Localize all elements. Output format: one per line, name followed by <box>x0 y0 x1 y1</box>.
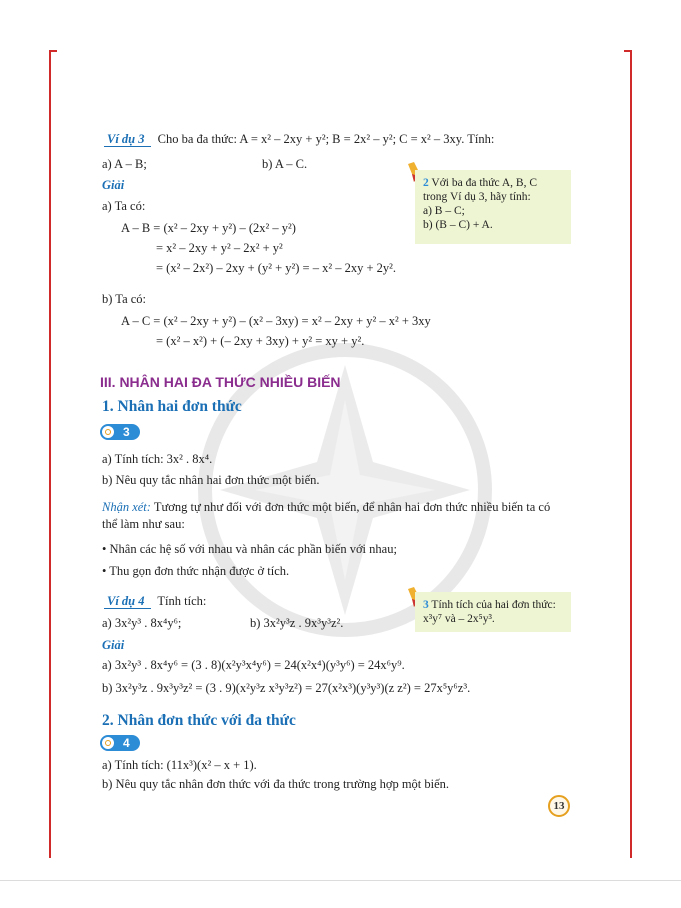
sub1-item-b: b) Nêu quy tắc nhân hai đơn thức một biến. <box>102 473 320 487</box>
example3-a-line1: A – B = (x² – 2xy + y²) – (2x² – y²) <box>121 221 296 235</box>
example3-b-line2: = (x² – x²) + (– 2xy + 3xy) + y² = xy + y². <box>156 334 365 348</box>
example3-part-a: a) A – B; <box>102 157 147 171</box>
activity-rings-icon-2 <box>100 735 116 751</box>
example4-part-b: b) 3x²y³z . 9x³y³z². <box>250 616 344 630</box>
remark-label: Nhận xét: <box>102 500 151 514</box>
sub1-item-a: a) Tính tích: 3x² . 8x⁴. <box>102 452 213 466</box>
sub1-bullet1: • Nhân các hệ số với nhau và nhân các phần biến với nhau; <box>102 542 397 556</box>
example4-part-a: a) 3x²y³ . 8x⁴y⁶; <box>102 616 182 630</box>
example4-label: Ví dụ 4 <box>104 594 151 609</box>
practice3-number: 3 <box>423 599 429 611</box>
sub1-remark-line2: thể làm như sau: <box>102 517 185 531</box>
practice-box-3 <box>415 592 571 632</box>
practice2-line4: b) (B – C) + A. <box>423 219 493 231</box>
example3-b-heading: b) Ta có: <box>102 292 147 306</box>
page-bottom-rule <box>0 880 681 881</box>
example3-a-heading: a) Ta có: <box>102 199 146 213</box>
crop-mark-right-vertical <box>630 50 632 858</box>
activity-badge-3 <box>102 424 140 440</box>
example3-part-b: b) A – C. <box>262 157 308 171</box>
activity-badge-4 <box>102 735 140 751</box>
subsection-1-title: 1. Nhân hai đơn thức <box>102 398 242 415</box>
example3-a-line2: = x² – 2xy + y² – 2x² + y² <box>156 241 283 255</box>
crop-mark-left-horizontal <box>49 50 57 52</box>
activity-rings-icon <box>100 424 116 440</box>
practice2-line3: a) B – C; <box>423 205 465 217</box>
subsection-2-title: 2. Nhân đơn thức với đa thức <box>102 712 296 729</box>
sub2-item-b: b) Nêu quy tắc nhân đơn thức với đa thức trong trường hợp một biến. <box>102 777 450 791</box>
example3-intro-line <box>104 131 494 147</box>
example4-intro: Tính tích: <box>157 594 207 608</box>
example3-label: Ví dụ 3 <box>104 132 151 147</box>
example4-solution-a: a) 3x²y³ . 8x⁴y⁶ = (3 . 8)(x²y³x⁴y⁶) = 24(x²x⁴)(y³y⁶) = 24x⁶y⁹. <box>102 658 405 672</box>
example3-intro: Cho ba đa thức: A = x² – 2xy + y²; B = 2x² – y²; C = x² – 3xy. Tính: <box>157 132 495 146</box>
sub2-item-a: a) Tính tích: (11x³)(x² – x + 1). <box>102 758 257 772</box>
example4-solution-label: Giải <box>102 638 125 652</box>
practice3-line1: 3 Tính tích của hai đơn thức: <box>423 599 556 611</box>
example3-solution-label: Giải <box>102 178 125 192</box>
sub1-bullet2: • Thu gọn đơn thức nhận được ở tích. <box>102 564 290 578</box>
practice-box-2 <box>415 170 571 244</box>
practice2-line1: 2 Với ba đa thức A, B, C <box>423 177 538 189</box>
practice3-line2: x³y⁷ và – 2x⁵y³. <box>423 613 495 625</box>
activity-number-4: 4 <box>123 736 130 750</box>
example3-a-line3: = (x² – 2x²) – 2xy + (y² + y²) = – x² – 2xy + 2y². <box>156 261 397 275</box>
practice2-line2: trong Ví dụ 3, hãy tính: <box>423 191 531 203</box>
example4-solution-b: b) 3x²y³z . 9x³y³z² = (3 . 9)(x²y³z x³y³z²) = 27(x²x³)(y³y³)(z z²) = 27x⁵y⁶z³. <box>102 681 471 695</box>
crop-mark-left-vertical <box>49 50 51 858</box>
crop-mark-right-horizontal <box>624 50 632 52</box>
example3-b-line1: A – C = (x² – 2xy + y²) – (x² – 3xy) = x² – 2xy + y² – x² + 3xy <box>121 314 431 328</box>
example4-intro-line <box>104 593 206 609</box>
section-3-title: III. NHÂN HAI ĐA THỨC NHIỀU BIẾN <box>100 374 341 390</box>
activity-number-3: 3 <box>123 425 130 439</box>
practice2-number: 2 <box>423 177 429 189</box>
sub1-remark-line1: Nhận xét: Tương tự như đối với đơn thức một biến, để nhân hai đơn thức nhiều biến ta có <box>102 500 551 514</box>
page-number: 13 <box>548 795 570 817</box>
